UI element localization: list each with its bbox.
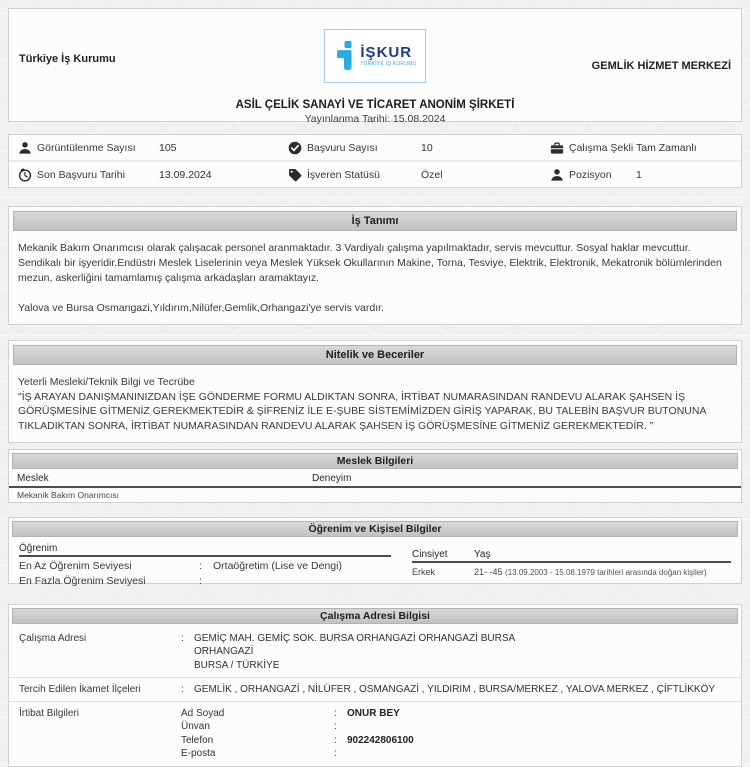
briefcase-icon [550,141,564,155]
stat-label: Son Başvuru Tarihi [37,168,125,181]
contact-title-row [181,720,731,733]
publish-date: Yayınlanma Tarihi: 15.08.2024 [304,113,446,125]
qualifications-panel [8,340,742,444]
contact-title-label: Ünvan [181,721,210,733]
colon-separator: : [181,683,184,695]
min-education-row [19,560,391,572]
job-description-paragraph: Mekanik Bakım Onarımcısı olarak çalışacak personel aranmaktadır. 3 Vardiyalı çalışma yapılmaktadır, servis mevcuttur. Sosyal haklar mevcuttur. Sendikalı bir işyeridir.Endüstri Meslek Liselerinin veya Meslek Yüksek Okullarının Makine, Torna, Tesviye, Elektrik, Elektronik, Mekatronik bölümlerinden mezun, askerliğini tamamlamış çalışma arkadaşları aramaktayız. [18,242,722,284]
job-description-panel [8,206,742,325]
colon-separator: : [334,721,337,733]
iskur-logo-icon [333,41,355,71]
qualifications-line: Yeterli Mesleki/Teknik Bilgi ve Tecrübe [18,375,195,388]
qualifications-instructions: "İŞ ARAYAN DANIŞMANINIZDAN İŞE GÖNDERME FORMU ALDIKTAN SONRA, İRTİBAT NUMARASINDAN RANDEVU ALARAK ŞAHSEN İŞ GÖRÜŞMESİNE GİTMENİZ GEREKMEKTEDİR & ŞİFRENİZ İLE E-ŞUBE SİSTEMİMİZDEN GİRİŞ YAPARAK, BU TALEBİN BAŞVUR BUTONUNA TIKLADIKTAN SONRA, İRTİBAT NUMARASINDAN RANDEVU ALARAK ŞAHSEN İŞ GÖRÜŞMESİNE GİTMENİZ GEREKMEKTEDİR. ” [18,390,706,433]
work-address-row [9,627,741,677]
gender-col-header: Cinsiyet [412,549,448,561]
contact-phone-row [181,734,731,747]
stat-label: Çalışma Şekli [569,141,634,154]
work-address-panel [8,604,742,766]
clock-icon [18,168,32,182]
section-title-qualifications: Nitelik ve Beceriler [13,345,737,365]
min-education-value: Ortaöğretim (Lise ve Dengi) [213,560,342,573]
stat-applications [279,135,541,160]
check-circle-icon [288,141,302,155]
section-title-work-address: Çalışma Adresi Bilgisi [12,608,738,624]
colon-separator: : [334,734,337,746]
occupation-panel [8,449,742,503]
min-education-label: En Az Öğrenim Seviyesi [19,560,132,573]
max-education-row [19,575,391,587]
user-icon [550,168,564,182]
colon-separator: : [199,575,202,588]
preferred-districts-row [9,677,741,701]
gender-value: Erkek [412,567,436,578]
contact-phone-label: Telefon [181,734,214,746]
colon-separator: : [334,708,337,719]
work-address-value [194,632,515,672]
stat-views [9,135,279,160]
contact-name-value: ONUR BEY [347,708,400,719]
job-description-body [9,235,741,324]
stat-label: Pozisyon [569,168,612,181]
personal-table-row [412,567,731,577]
stat-positions [541,162,741,187]
stats-row-1 [9,135,741,162]
qualifications-body [9,369,741,443]
stats-panel [8,134,742,188]
contact-email-label: E-posta [181,748,216,760]
occupation-col-header: Meslek [17,473,49,485]
stat-value: Özel [421,168,443,181]
address-line: BURSA / TÜRKİYE [194,659,280,671]
preferred-districts-label: Tercih Edilen İkamet İlçeleri [19,683,141,695]
contact-phone-value: 902242806100 [347,734,414,746]
section-title-occupation: Meslek Bilgileri [12,453,738,469]
job-description-service-note: Yalova ve Bursa Osmangazi,Yıldırım,Nilüfer,Gemlik,Orhangazi'ye servis vardır. [18,301,384,314]
age-range: 21- -45 [474,567,503,578]
stat-work-type [541,135,741,160]
stat-label: İşveren Statüsü [307,168,380,181]
max-education-label: En Fazla Öğrenim Seviyesi [19,575,146,588]
logo-text [360,45,416,67]
logo-tagline-text: TÜRKİYE İŞ KURUMU [360,61,417,67]
iskur-logo [324,29,426,83]
work-address-label: Çalışma Adresi [19,633,87,645]
education-column [19,543,391,587]
occupation-table-row [9,488,741,502]
colon-separator: : [199,560,202,573]
stat-value: 1 [636,168,642,181]
preferred-districts-value: GEMLİK , ORHANGAZİ , NİLÜFER , OSMANGAZİ , YILDIRIM , BURSA/MERKEZ , YALOVA MERKEZ , ÇİFTLİKKÖY [194,683,716,695]
colon-separator: : [181,633,184,645]
stat-employer-status [279,162,541,187]
header-panel [8,8,742,125]
education-personal-panel [8,517,742,588]
personal-column [412,549,731,577]
age-col-header: Yaş [474,549,491,561]
org-name: Türkiye İş Kurumu [19,53,116,65]
tag-icon [288,168,302,182]
contact-name-row [181,707,731,720]
occupation-table-header [9,472,741,488]
stat-label: Başvuru Sayısı [307,141,378,154]
education-column-header: Öğrenim [19,543,391,557]
age-value [474,567,707,577]
contact-info-table [181,707,731,761]
contact-email-row [181,747,731,760]
address-line: ORHANGAZİ [194,646,254,658]
user-icon [18,141,32,155]
stat-value: 105 [159,141,177,154]
experience-col-header: Deneyim [312,473,352,485]
occupation-value: Mekanik Bakım Onarımcısı [17,490,120,501]
age-note: (13.09.2003 - 15.08.1979 tarihleri arasında doğan kişiler) [505,568,707,578]
personal-table-header [412,549,731,563]
section-title-education: Öğrenim ve Kişisel Bilgiler [12,521,738,537]
colon-separator: : [334,748,337,760]
stats-row-2 [9,162,741,187]
contact-info-row [9,701,741,766]
logo-brand-text: İŞKUR [360,44,413,61]
service-center-name: GEMLİK HİZMET MERKEZİ [591,60,731,72]
contact-info-label: İrtibat Bilgileri [19,708,80,719]
contact-name-label: Ad Soyad [181,708,225,719]
stat-value: 13.09.2024 [159,168,212,181]
section-title-job-description: İş Tanımı [13,211,737,231]
stat-label: Görüntülenme Sayısı [37,141,136,154]
stat-value: 10 [421,141,433,154]
stat-value: Tam Zamanlı [636,141,697,154]
company-name: ASİL ÇELİK SANAYİ VE TİCARET ANONİM ŞİRKETİ [235,99,515,111]
address-line: GEMİÇ MAH. GEMİÇ SOK. BURSA ORHANGAZİ ORHANGAZİ BURSA [194,633,516,645]
stat-deadline [9,162,279,187]
